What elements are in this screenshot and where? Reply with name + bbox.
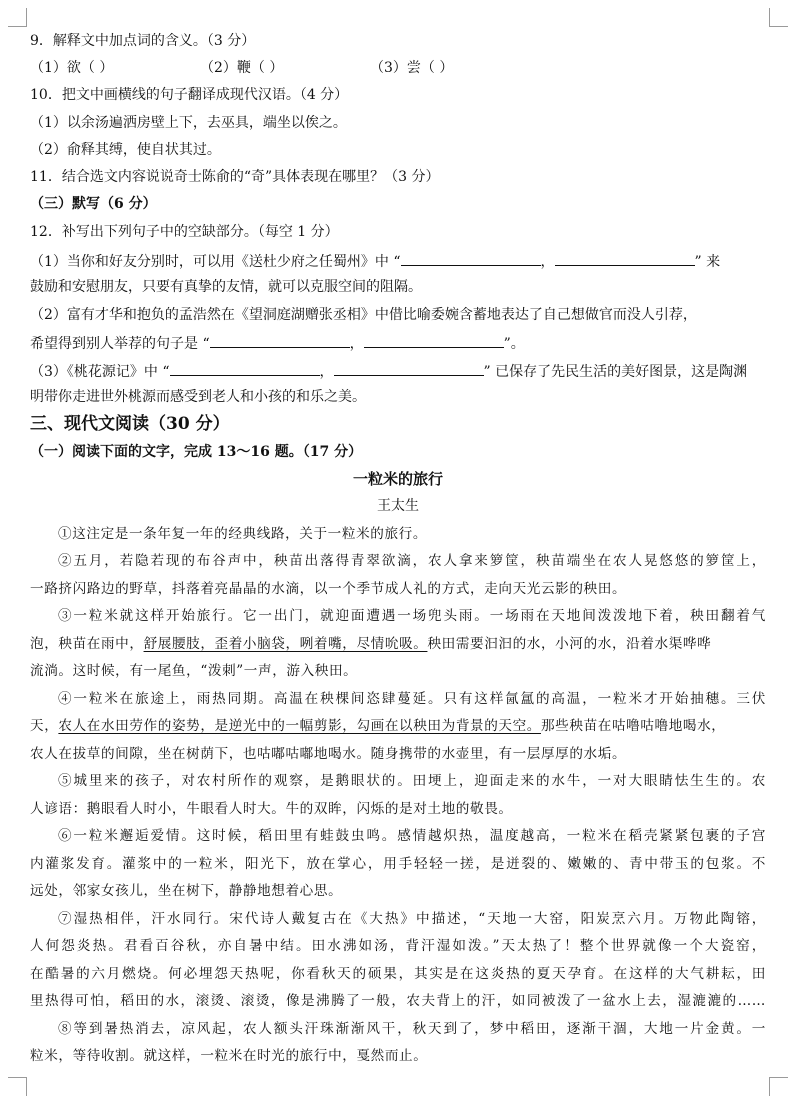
paragraph-4-line-1: ④一粒米在旅途上，雨热同期。高温在秧棵间恣肆蔓延。只有这样氤氲的高温，一粒米才开始抽穗。三伏: [58, 691, 766, 707]
separator: ，: [349, 336, 364, 352]
question-12-part-1-tail: ” 来: [694, 254, 721, 270]
part-three-title: 三、现代文阅读（30 分）: [30, 414, 230, 434]
paragraph-7-line-4: 里热得可怕，稻田的水，滚烫、滚烫，像是沸腾了一般，农夫背上的汗，如同被泼了一盆水上去，湿漉漉的……: [30, 993, 766, 1009]
paragraph-4-text: 天，: [30, 718, 59, 734]
paragraph-3-line-2: [30, 634, 766, 654]
question-9-items: [30, 58, 766, 78]
question-9-item-2: （2）鞭（ ）: [200, 60, 284, 76]
paragraph-5-line-1: ⑤城里来的孩子，对农村所作的观察，是鹅眼状的。田埂上，迎面走来的水牛，一对大眼睛怯生生的。农: [58, 773, 766, 789]
question-12-part-2-prompt: 希望得到别人举荐的句子是 “: [30, 336, 210, 352]
corner-mark-bottom-left: [8, 1077, 27, 1096]
question-12-part-3-prompt: （3）《桃花源记》中 “: [30, 364, 170, 380]
underlined-sentence-2: 农人在水田劳作的姿势，是逆光中的一幅剪影，勾画在以秧田为背景的天空。: [58, 718, 541, 734]
answer-blank-2[interactable]: [555, 250, 695, 266]
answer-blank-1[interactable]: [401, 250, 541, 266]
paragraph-3-line-1: ③一粒米就这样开始旅行。它一出门，就迎面遭遇一场兜头雨。一场雨在天地间泼泼地下着，秧田翻着气: [58, 608, 766, 624]
paragraph-5-line-2: 人谚语：鹅眼看人时小，牛眼看人时大。牛的双眸，闪烁的是对土地的敬畏。: [30, 801, 513, 817]
question-12-part-3-tail: ” 已保存了先民生活的美好图景，这是陶渊: [483, 364, 748, 380]
section-dictation-title: （三）默写（6 分）: [30, 196, 157, 212]
question-12-part-1-line-2: 鼓励和安慰朋友，只要有真挚的友情，就可以克服空间的阻隔。: [30, 279, 422, 295]
question-10-stem: 10．把文中画横线的句子翻译成现代汉语。（4 分）: [30, 87, 349, 103]
article-title: 一粒米的旅行: [352, 470, 443, 488]
reading-instructions: （一）阅读下面的文字，完成 13～16 题。（17 分）: [30, 444, 363, 460]
separator: ，: [540, 254, 555, 270]
question-9-item-3: （3）尝（ ）: [370, 60, 454, 76]
question-12-part-2-line-1: （2）富有才华和抱负的孟浩然在《望洞庭湖赠张丞相》中借比喻委婉含蓄地表达了自己想做官而没人引荐，: [30, 307, 697, 323]
paragraph-6-line-2: 内灌浆发育。灌浆中的一粒米，阳光下，放在掌心，用手轻轻一搓，是迸裂的、嫩嫩的、青中带玉的包浆。不: [30, 856, 766, 872]
question-12-part-3-line-1: [30, 360, 766, 382]
paragraph-3-text: 泡，秧苗在雨中，: [30, 636, 144, 652]
answer-blank-5[interactable]: [170, 360, 320, 376]
answer-blank-6[interactable]: [334, 360, 484, 376]
answer-blank-3[interactable]: [210, 332, 350, 348]
paragraph-1-line-1: ①这注定是一条年复一年的经典线路，关于一粒米的旅行。: [58, 526, 428, 542]
question-12-part-1-prompt: （1）当你和好友分别时，可以用《送杜少府之任蜀州》中 “: [30, 254, 401, 270]
question-10-sentence-1: （1）以余汤遍洒房壁上下，去巫具，端坐以俟之。: [30, 115, 347, 131]
question-10-sentence-2: （2）俞释其缚，使自状其过。: [30, 142, 221, 158]
question-12-stem: 12．补写出下列句子中的空缺部分。（每空 1 分）: [30, 224, 339, 240]
question-11-stem: 11．结合选文内容说说奇士陈俞的“奇”具体表现在哪里？（3 分）: [30, 169, 440, 185]
underlined-sentence-1: 舒展腰肢，歪着小脑袋，咧着嘴，尽情吮吸。: [143, 636, 428, 652]
paragraph-4-line-3: 农人在拔草的间隙，坐在树荫下，也咕嘟咕嘟地喝水。随身携带的水壶里，有一层厚厚的水垢。: [30, 746, 627, 762]
paragraph-7-line-1: ⑦湿热相伴，汗水同行。宋代诗人戴复古在《大热》中描述，“天地一大窑，阳炭烹六月。万物此陶镕，: [58, 911, 766, 927]
question-12-part-1-line-1: [30, 250, 766, 272]
paragraph-3-line-3: 流淌。这时候，有一尾鱼，“泼刺”一声，游入秧田。: [30, 663, 358, 679]
question-12-part-3-line-2: 明带你走进世外桃源而感受到老人和小孩的和乐之美。: [30, 389, 366, 405]
corner-mark-top-left: [8, 8, 27, 27]
corner-mark-bottom-right: [769, 1077, 788, 1096]
paragraph-6-line-1: ⑥一粒米邂逅爱情。这时候，稻田里有蛙鼓虫鸣。感情越炽热，温度越高，一粒米在稻壳紧紧包裹的子宫: [58, 828, 766, 844]
paragraph-8-line-2: 粒米，等待收割。就这样，一粒米在时光的旅行中，戛然而止。: [30, 1048, 428, 1064]
question-9-item-1: （1）欲（ ）: [30, 60, 114, 76]
question-9-stem: 9．解释文中加点词的含义。（3 分）: [30, 33, 256, 49]
question-12-part-2-tail: ”。: [503, 336, 525, 352]
corner-mark-top-right: [769, 8, 788, 27]
answer-blank-4[interactable]: [364, 332, 504, 348]
article-author: 王太生: [377, 498, 419, 514]
paragraph-4-text-rest: 那些秧苗在咕噜咕噜地喝水，: [540, 718, 726, 734]
question-12-part-2-line-2: [30, 332, 766, 354]
paragraph-2-line-2: 一路挤闪路边的野草，抖落着亮晶晶的水滴，以一个季节成人礼的方式，走向天光云影的秧田。: [30, 581, 627, 597]
paragraph-8-line-1: ⑧等到暑热消去，凉风起，农人额头汗珠渐渐风干，秋天到了，梦中稻田，逐渐干涸，大地一片金黄。一: [58, 1021, 766, 1037]
paragraph-7-line-2: 人何怨炎热。君看百谷秋，亦自暑中结。田水沸如汤，背汗湿如泼。”天太热了！整个世界就像一个大瓷窑，: [30, 938, 766, 954]
paragraph-6-line-3: 远处，邻家女孩儿，坐在树下，静静地想着心思。: [30, 883, 343, 899]
paragraph-7-line-3: 在酷暑的六月燃烧。何必埋怨天热呢，你看秋天的硕果，其实是在这炎热的夏天孕育。在这样的大气耕耘，田: [30, 966, 766, 982]
paragraph-2-line-1: ②五月，若隐若现的布谷声中，秧苗出落得青翠欲滴，农人拿来箩筐，秧苗端坐在农人晃悠悠的箩筐上，: [58, 553, 766, 569]
separator: ，: [319, 364, 334, 380]
paragraph-4-line-2: [30, 716, 766, 736]
paragraph-3-text-rest: 秧田需要汩汩的水，小河的水，沿着水渠哗哗: [427, 636, 712, 652]
